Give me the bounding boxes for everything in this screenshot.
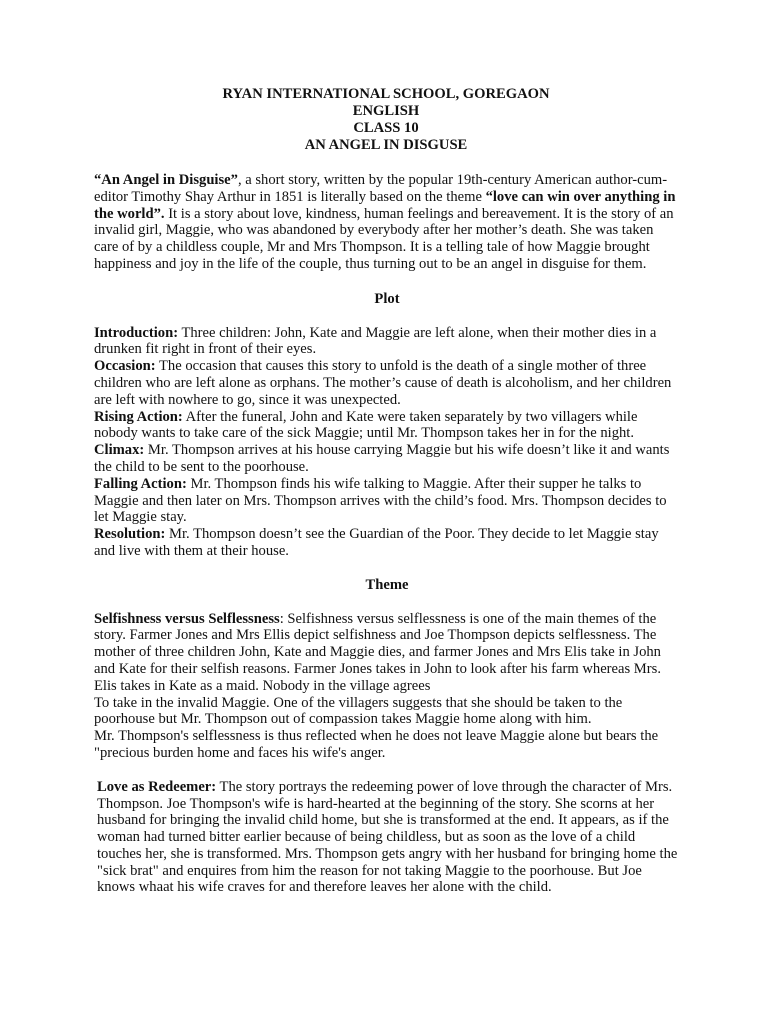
plot-item-label: Resolution: [94, 526, 166, 543]
document-page [94, 86, 680, 896]
plot-item-label: Occasion: [94, 358, 156, 375]
intro-text-2: It is a story about love, kindness, human feelings and bereavement. It is the story of an invalid girl, Maggie, who was abandoned by everybody after her mother’s death. She was taken care of by a childless couple, Mr and Mrs Thompson. It is a telling tale of how Maggie brought happiness and joy in the life of the couple, thus turning out to be an angel in disguise for them. [94, 205, 674, 272]
theme-heading: Theme [365, 576, 409, 593]
subject-name: ENGLISH [352, 103, 420, 119]
plot-item-label: Rising Action: [94, 408, 183, 425]
theme-text: The story portrays the redeeming power of love through the character of Mrs. Thompson. Joe Thompson's wife is hard-hearted at the beginning of the story. She scorns at her husband for bringing the invalid child home, but she is transformed at the end. It appears, as if the woman had turned bitter earlier because of being childless, but as soon as the love of a child touches her, she is transformed. Mrs. Thompson gets angry with her husband for bringing home the "sick brat" and enquires from him the reason for not taking Maggie to the poorhouse. But Joe knows whaat his wife craves for and therefore leaves her alone with the child. [97, 778, 678, 896]
theme-selfishness-continued: To take in the invalid Maggie. One of the villagers suggests that she should be taken to the poorhouse but Mr. Thompson out of compassion takes Maggie home along with him. [94, 694, 623, 728]
plot-item-rising-action [94, 409, 680, 443]
plot-item-text: Mr. Thompson finds his wife talking to Maggie. After their supper he talks to Maggie and then later on Mrs. Thompson arrives with the child’s food. Mrs. Thompson decides to let Maggie stay. [94, 475, 667, 526]
plot-item-text: Mr. Thompson arrives at his house carrying Maggie but his wife doesn’t like it and wants the child to be sent to the poorhouse. [94, 442, 670, 475]
plot-item-label: Falling Action: [94, 475, 187, 492]
document-header [92, 86, 680, 154]
plot-item-text: Mr. Thompson doesn’t see the Guardian of the Poor. They decide to let Maggie stay and live with them at their house. [94, 526, 659, 559]
plot-item-text: Three children: John, Kate and Maggie are left alone, when their mother dies in a drunken fit right in front of their eyes. [94, 324, 657, 358]
plot-item-climax [94, 442, 680, 476]
intro-text-1: , a short story, written by the popular 19th-century American author-cum-editor Timothy Shay Arthur in 1851 is literally based on the theme [94, 172, 668, 205]
school-name: RYAN INTERNATIONAL SCHOOL, GOREGAON [222, 86, 550, 102]
theme-text: : Selfishness versus selflessness is one of the main themes of the story. Farmer Jones and Mrs Ellis depict selfishness and Joe Thompson depicts selflessness. The mother of three children John, Kate and Maggie dies, and farmer Jones and Mrs Elis take in John and Kate for their selfish reasons. Farmer Jones takes in John to look after his farm whereas Mrs. Elis takes in Kate as a maid. Nobody in the village agrees [94, 610, 661, 694]
plot-item-falling-action [94, 476, 680, 526]
theme-selfishness-paragraph [94, 611, 680, 695]
plot-item-label: Climax: [94, 442, 145, 459]
theme-statement: “love can win over anything in the world”. [94, 188, 676, 222]
plot-heading: Plot [374, 290, 400, 307]
paragraph-spacer [94, 762, 680, 779]
theme-label: Selfishness versus Selflessness [94, 610, 280, 627]
class-name: CLASS 10 [353, 120, 419, 136]
plot-item-label: Introduction: [94, 324, 179, 341]
plot-item-resolution [94, 526, 680, 560]
plot-item-text: The occasion that causes this story to unfold is the death of a single mother of three children who are left alone as orphans. The mother’s cause of death is alcoholism, and her children are left with nowhere to go, since it was unexpected. [94, 358, 672, 408]
theme-selfishness-conclusion: Mr. Thompson's selflessness is thus reflected when he does not leave Maggie alone but bears the "precious burden home and faces his wife's anger. [94, 728, 659, 761]
story-title: “An Angel in Disguise” [94, 172, 238, 188]
plot-item-text: After the funeral, John and Kate were taken separately by two villagers while nobody wants to take care of the sick Maggie; until Mr. Thompson takes her in for the night. [94, 408, 638, 442]
plot-item-introduction [94, 325, 680, 359]
theme-love-paragraph [94, 779, 680, 897]
document-title: AN ANGEL IN DISGUSE [304, 137, 468, 153]
intro-paragraph [94, 172, 680, 273]
theme-label: Love as Redeemer: [97, 778, 217, 795]
plot-item-occasion [94, 358, 680, 408]
